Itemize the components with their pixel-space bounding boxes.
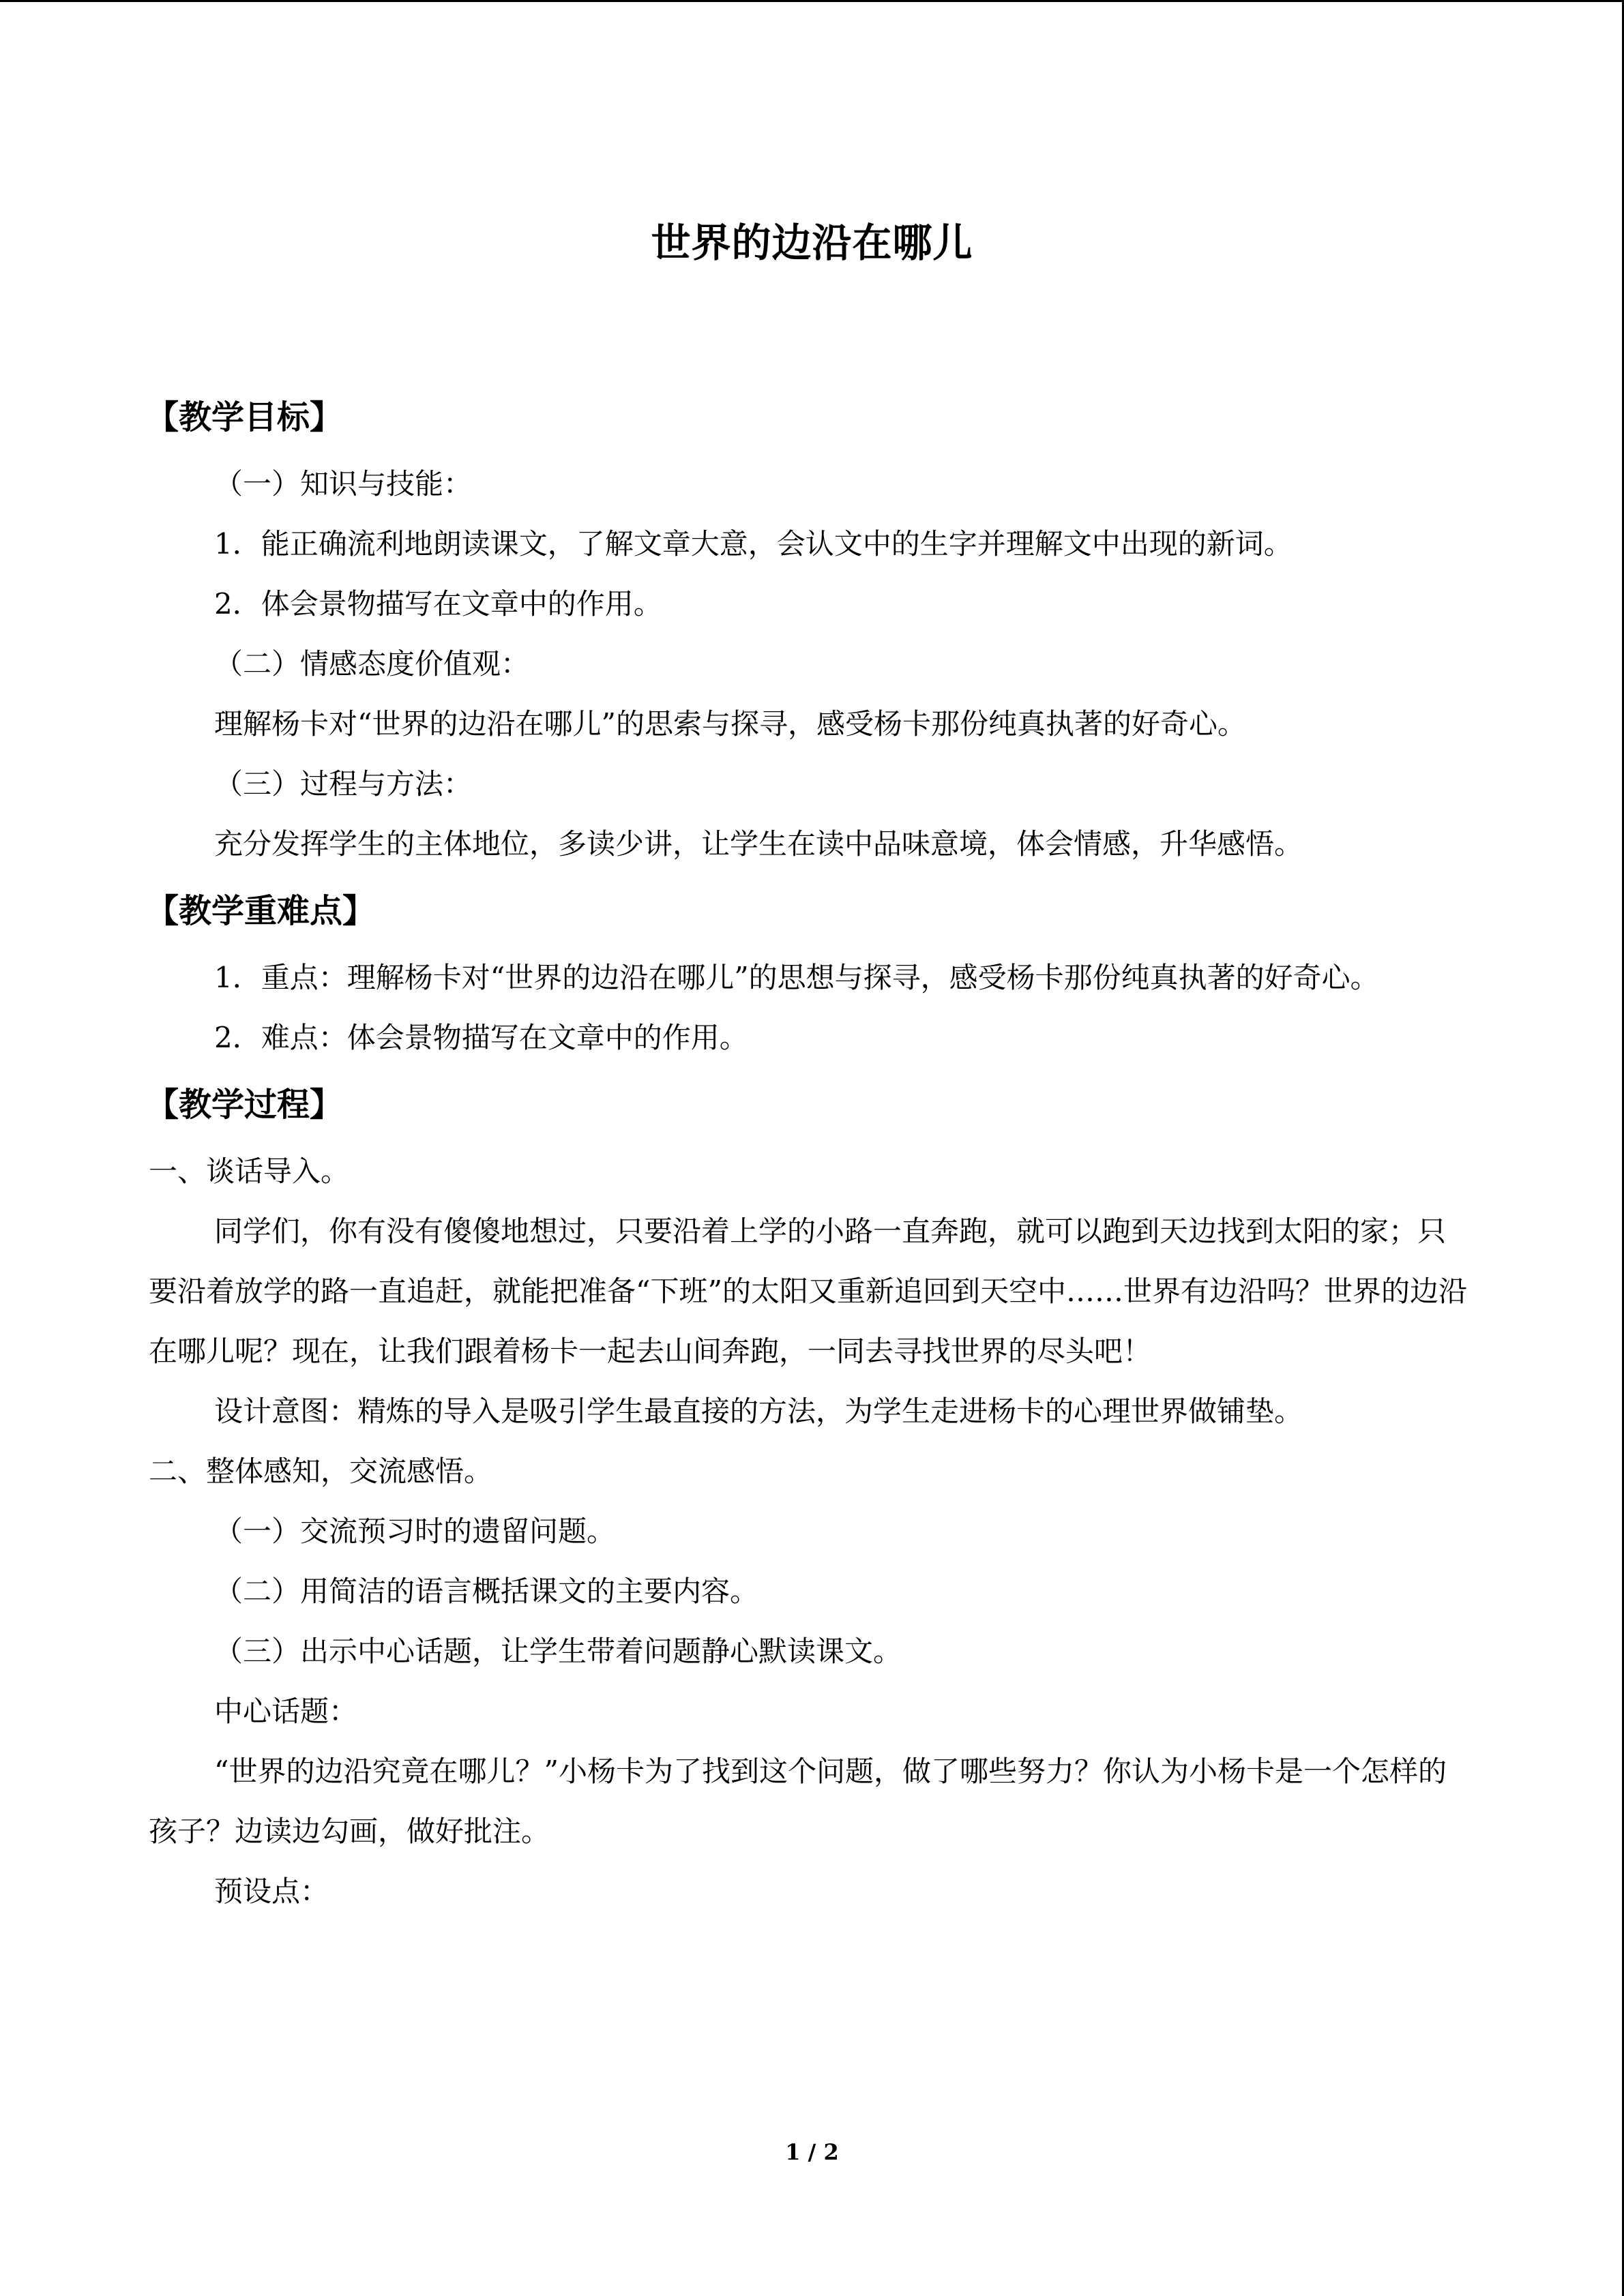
goals-line-2: 1．能正确流利地朗读课文，了解文章大意，会认文中的生字并理解文中出现的新词。 [214, 527, 1293, 561]
process-line-8: 中心话题： [214, 1695, 358, 1728]
process-line-5: （一）交流预习时的遗留问题。 [214, 1515, 616, 1548]
document-body [146, 381, 1472, 1922]
process-line-3: 设计意图：精炼的导入是吸引学生最直接的方法，为学生走进杨卡的心理世界做铺垫。 [214, 1395, 1303, 1428]
process-line-10: 预设点： [214, 1875, 329, 1908]
section-heading-goals: 【教学目标】 [146, 398, 343, 436]
goals-line-6: （三）过程与方法： [214, 767, 473, 801]
goals-line-3: 2．体会景物描写在文章中的作用。 [214, 587, 662, 621]
page-number: 1 / 2 [785, 2139, 839, 2165]
process-line-7: （三）出示中心话题，让学生带着问题静心默读课文。 [214, 1635, 902, 1668]
goals-line-1: （一）知识与技能： [214, 467, 473, 501]
process-line-9: “世界的边沿究竟在哪儿？”小杨卡为了找到这个问题，做了哪些努力？你认为小杨卡是一个怎样的孩子？边读边勾画，做好批注。 [149, 1755, 1447, 1848]
key-points-line-1: 1．重点：理解杨卡对“世界的边沿在哪儿”的思想与探寻，感受杨卡那份纯真执著的好奇心。 [214, 961, 1379, 994]
section-heading-key-points: 【教学重难点】 [146, 892, 376, 930]
section-heading-process: 【教学过程】 [146, 1086, 343, 1124]
process-line-1: 一、谈话导入。 [149, 1154, 350, 1188]
key-points-line-2: 2．难点：体会景物描写在文章中的作用。 [214, 1021, 748, 1054]
process-line-2: 同学们，你有没有傻傻地想过，只要沿着上学的小路一直奔跑，就可以跑到天边找到太阳的家；只要沿着放学的路一直追赶，就能把准备“下班”的太阳又重新追回到天空中……世界有边沿吗？世界的边沿在哪儿呢？现在，让我们跟着杨卡一起去山间奔跑，一同去寻找世界的尽头吧！ [149, 1214, 1467, 1368]
process-line-6: （二）用简洁的语言概括课文的主要内容。 [214, 1575, 759, 1608]
goals-line-4: （二）情感态度价值观： [214, 647, 530, 681]
goals-line-5: 理解杨卡对“世界的边沿在哪儿”的思索与探寻，感受杨卡那份纯真执著的好奇心。 [214, 707, 1246, 741]
goals-line-7: 充分发挥学生的主体地位，多读少讲，让学生在读中品味意境，体会情感，升华感悟。 [214, 827, 1303, 861]
process-line-4: 二、整体感知，交流感悟。 [149, 1455, 493, 1488]
document-title: 世界的边沿在哪儿 [651, 220, 973, 266]
